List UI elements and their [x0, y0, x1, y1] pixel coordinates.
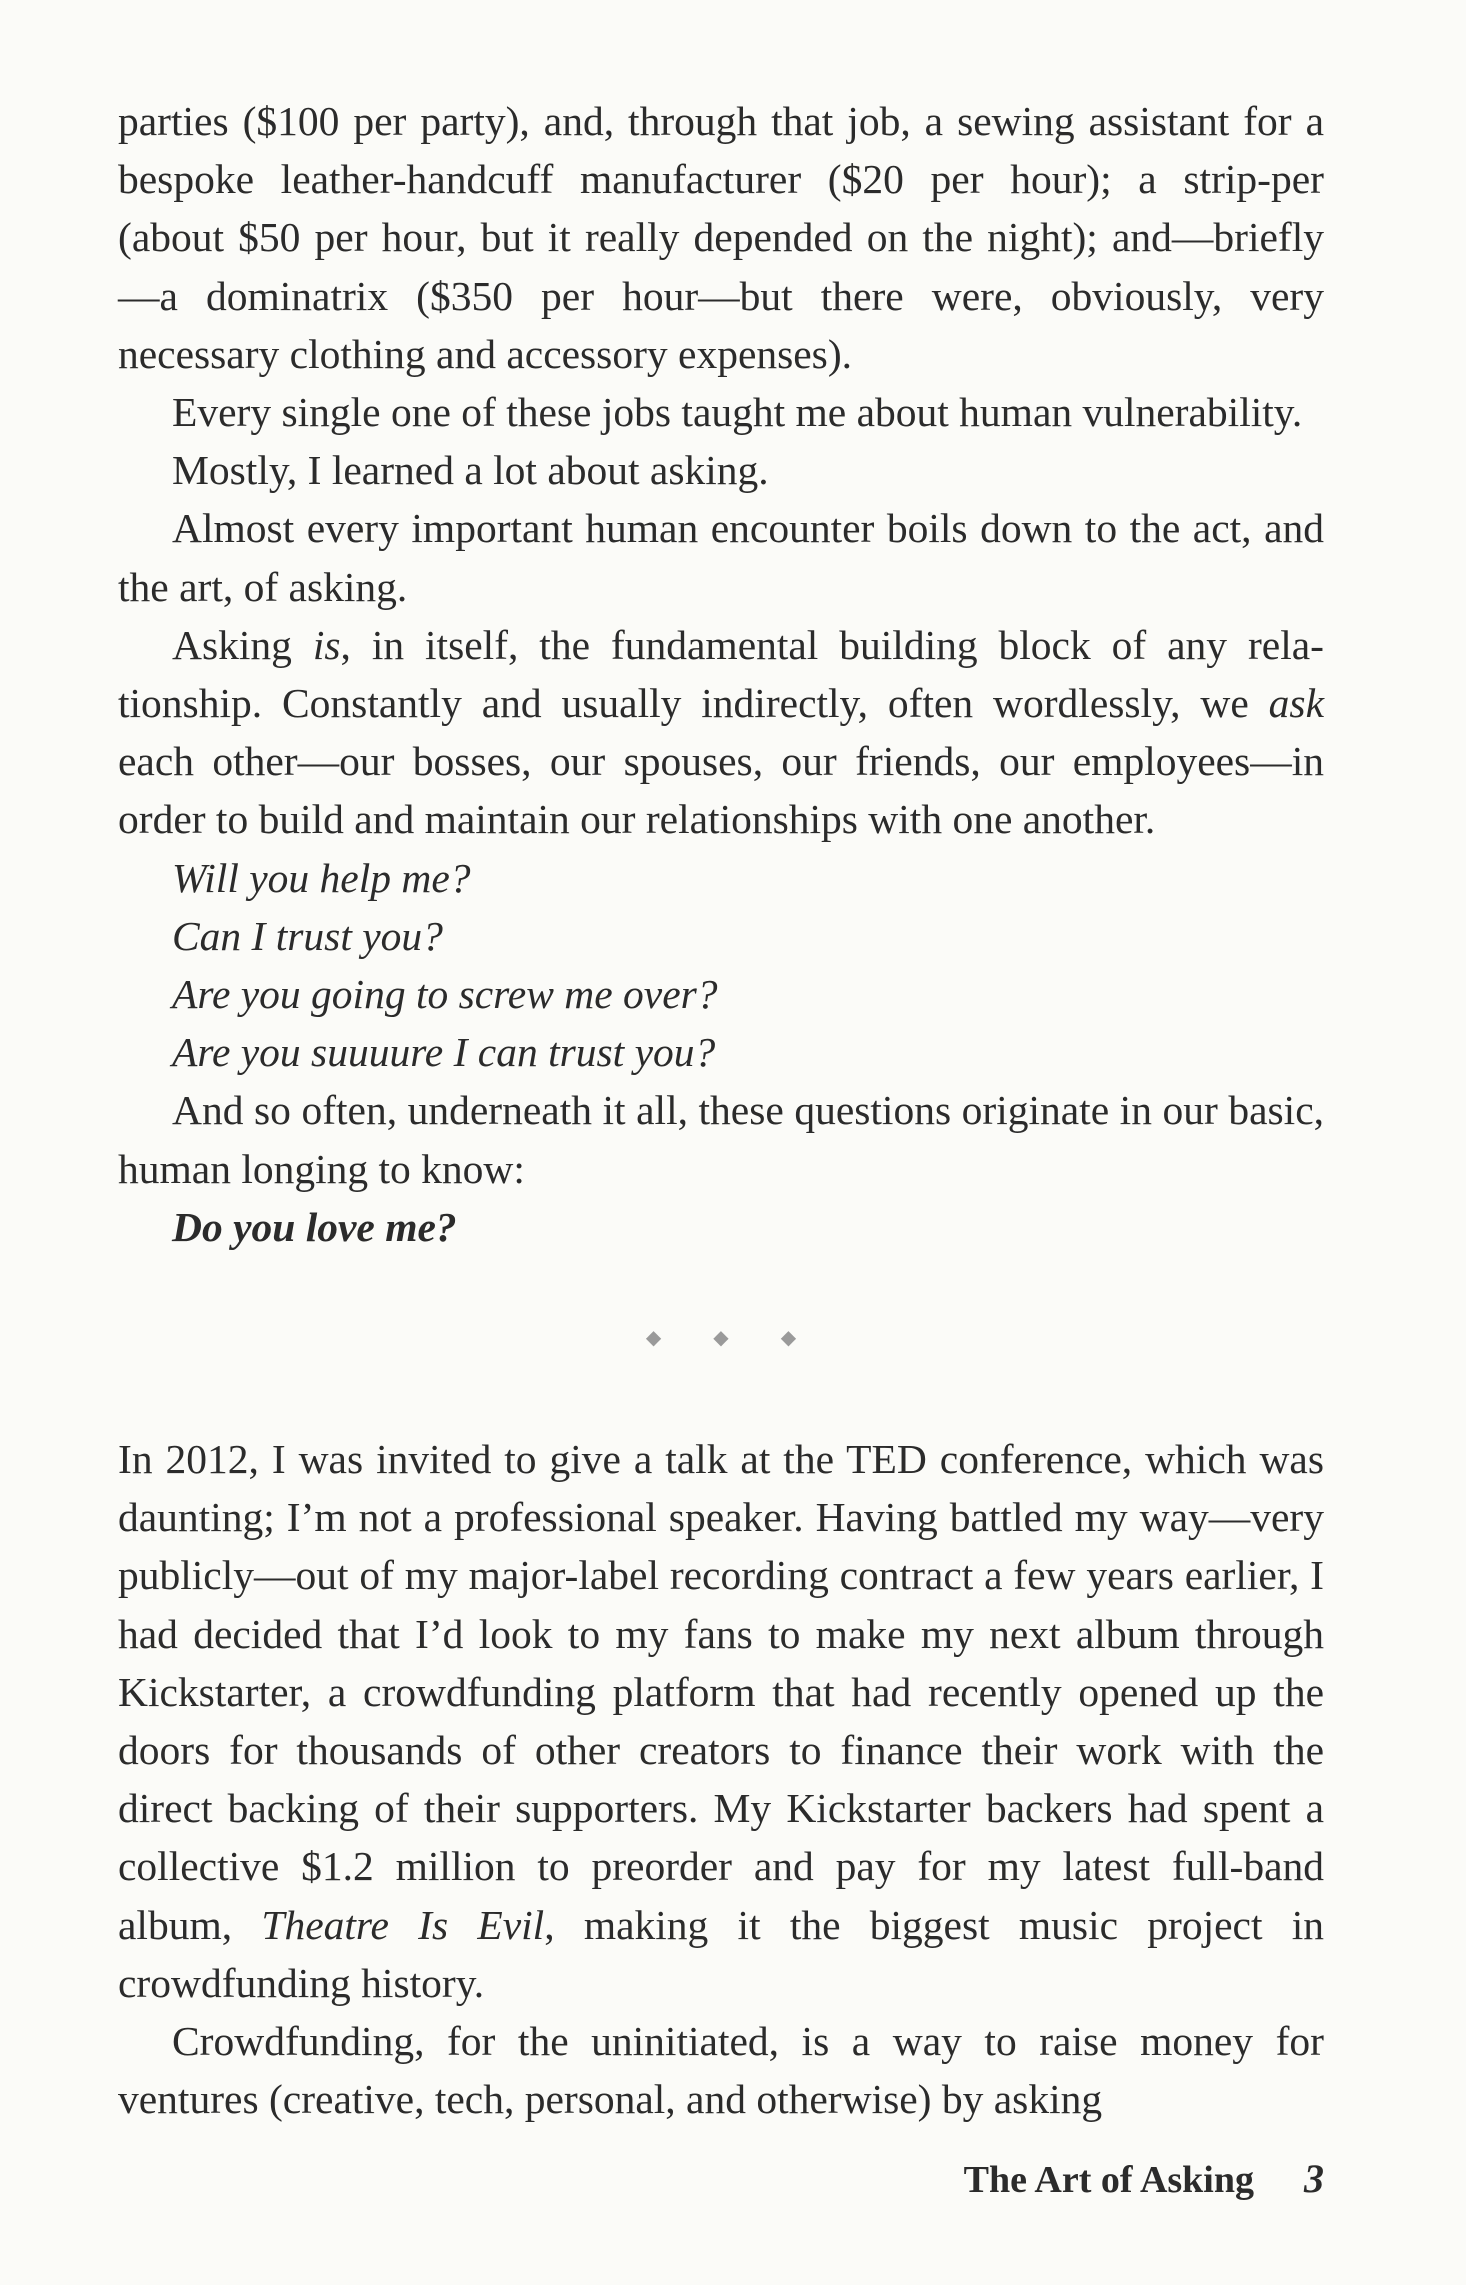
paragraph: [118, 1081, 1324, 1197]
book-page: [118, 92, 1324, 2129]
text-run: Are you suuuure I can trust you?: [172, 1029, 716, 1076]
text-run: Theatre Is Evil: [261, 1901, 545, 1948]
paragraph: [118, 441, 1324, 499]
text-run: Are you going to screw me over?: [172, 971, 718, 1018]
ornament-diamond-icon: ◆: [780, 1326, 797, 1349]
text-run: Every single one of these jobs taught me about human vulnerability.: [172, 389, 1303, 436]
book-title: The Art of Asking: [963, 2159, 1254, 2201]
text-run: Crowdfunding, for the uninitiated, is a way to raise money for ventures (creative, tech, personal, and otherwise) by asking: [118, 2018, 1324, 2123]
paragraph: [118, 383, 1324, 441]
text-run: Asking: [172, 621, 313, 668]
body-text-section-1: [118, 92, 1324, 1256]
text-run: parties ($100 per party), and, through that job, a sewing assistant for a bespoke leather-handcuff manufacturer ($20 per hour); a strip-per (about $50 per hour, but it really depended on the night); and—briefly—a dominatrix ($350 per hour—but there were, obviously, very necessary clothing and accessory expenses).: [118, 98, 1324, 377]
page-number: 3: [1304, 2156, 1324, 2201]
text-run: And so often, underneath it all, these questions originate in our basic, human longing to know:: [118, 1087, 1324, 1192]
text-run: Do you love me?: [172, 1203, 457, 1250]
paragraph: [118, 2012, 1324, 2128]
ornament-diamond-icon: ◆: [713, 1326, 729, 1349]
text-run: each other—our bosses, our spouses, our friends, our employees—in order to build and maintain our relationships with one another.: [118, 738, 1324, 843]
body-text-section-2: [118, 1430, 1324, 2128]
text-run: Can I trust you?: [172, 912, 443, 959]
paragraph: [118, 616, 1324, 849]
paragraph: [118, 965, 1324, 1023]
text-run: ask: [1268, 680, 1324, 727]
paragraph: [118, 1198, 1324, 1256]
text-run: is: [312, 621, 341, 668]
ornament-diamond-icon: ◆: [645, 1326, 662, 1349]
paragraph: [118, 92, 1324, 383]
text-run: Will you help me?: [172, 854, 471, 901]
text-run: Almost every important human encounter boils down to the act, and the art, of asking.: [118, 505, 1324, 610]
paragraph: [118, 907, 1324, 965]
section-break-ornament: [118, 1256, 1324, 1430]
paragraph: [118, 499, 1324, 615]
paragraph: [118, 849, 1324, 907]
text-run: , in itself, the fundamental building block of any rela-tionship. Constantly and usually indirectly, often wordlessly, we: [118, 621, 1324, 727]
text-run: Mostly, I learned a lot about asking.: [172, 447, 769, 494]
text-run: In 2012, I was invited to give a talk at the TED conference, which was daunting; I’m not a professional speaker. Having battled my way—very publicly—out of my major-label recording contract a few years earlier, I had decided that I’d look to my fans to make my next album through Kickstarter, a crowdfunding platform that had recently opened up the doors for thousands of other creators to finance their work with the direct backing of their supporters. My Kickstarter backers had spent a collective $1.2 million to preorder and pay for my latest full-band album,: [118, 1436, 1324, 1948]
running-footer: [964, 2155, 1324, 2202]
paragraph: [118, 1023, 1324, 1081]
text-run: , making it the biggest music project in crowdfunding history.: [118, 1901, 1325, 2006]
paragraph: [118, 1430, 1324, 2012]
